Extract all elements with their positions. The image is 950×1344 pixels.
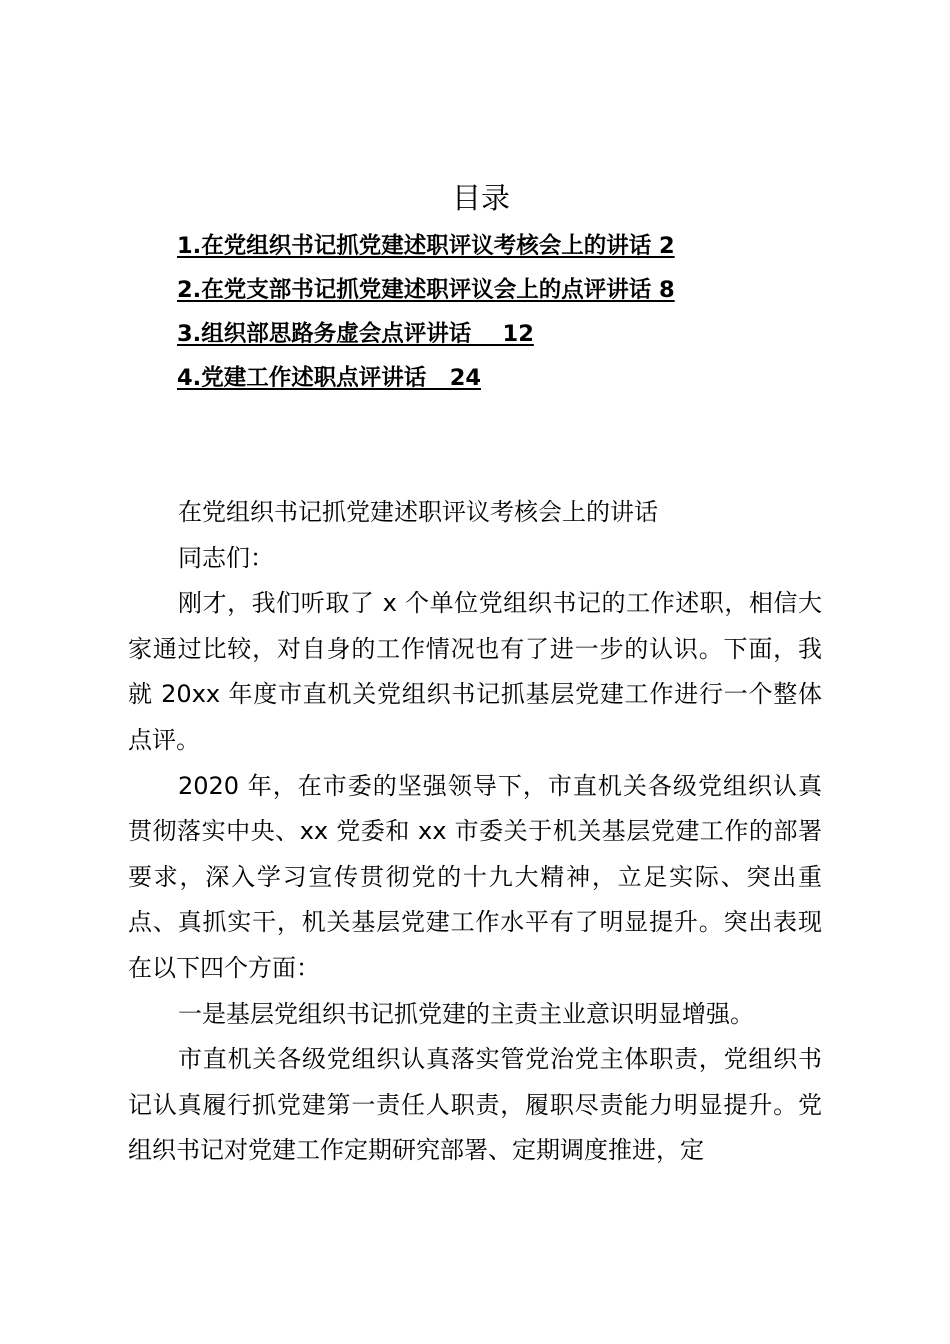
salutation: 同志们： bbox=[178, 543, 274, 572]
toc-title: 目录 bbox=[451, 181, 510, 215]
paragraph-1: 刚才，我们听取了 x 个单位党组织书记的工作述职，相信大家通过比较，对自身的工作情况也有了进一步的认识。下面，我就 20xx 年度市直机关党组织书记抓基层党建工作进行一个整体点评。 bbox=[128, 589, 822, 754]
table-of-contents bbox=[177, 228, 817, 404]
document-heading: 在党组织书记抓党建述职评议考核会上的讲话 bbox=[178, 498, 658, 526]
paragraph-2: 2020 年，在市委的坚强领导下，市直机关各级党组织认真贯彻落实中央、xx 党委和 xx 市委关于机关基层党建工作的部署要求，深入学习宣传贯彻党的十九大精神，立足实际、突出重点、真抓实干，机关基层党建工作水平有了明显提升。突出表现在以下四个方面： bbox=[128, 771, 822, 982]
toc-item-2[interactable]: 2.在党支部书记抓党建述职评议会上的点评讲话 8 bbox=[177, 277, 675, 303]
toc-item-4[interactable]: 4.党建工作述职点评讲话 24 bbox=[177, 365, 482, 391]
paragraph-4: 市直机关各级党组织认真落实管党治党主体职责，党组织书记认真履行抓党建第一责任人职责，履职尽责能力明显提升。党组织书记对党建工作定期研究部署、定期调度推进，定 bbox=[128, 1045, 822, 1165]
paragraph-3: 一是基层党组织书记抓党建的主责主业意识明显增强。 bbox=[178, 999, 754, 1028]
toc-item-3[interactable]: 3.组织部思路务虚会点评讲话 12 bbox=[177, 321, 534, 347]
toc-item-1[interactable]: 1.在党组织书记抓党建述职评议考核会上的讲话 2 bbox=[177, 233, 675, 259]
document-body bbox=[128, 490, 822, 1174]
